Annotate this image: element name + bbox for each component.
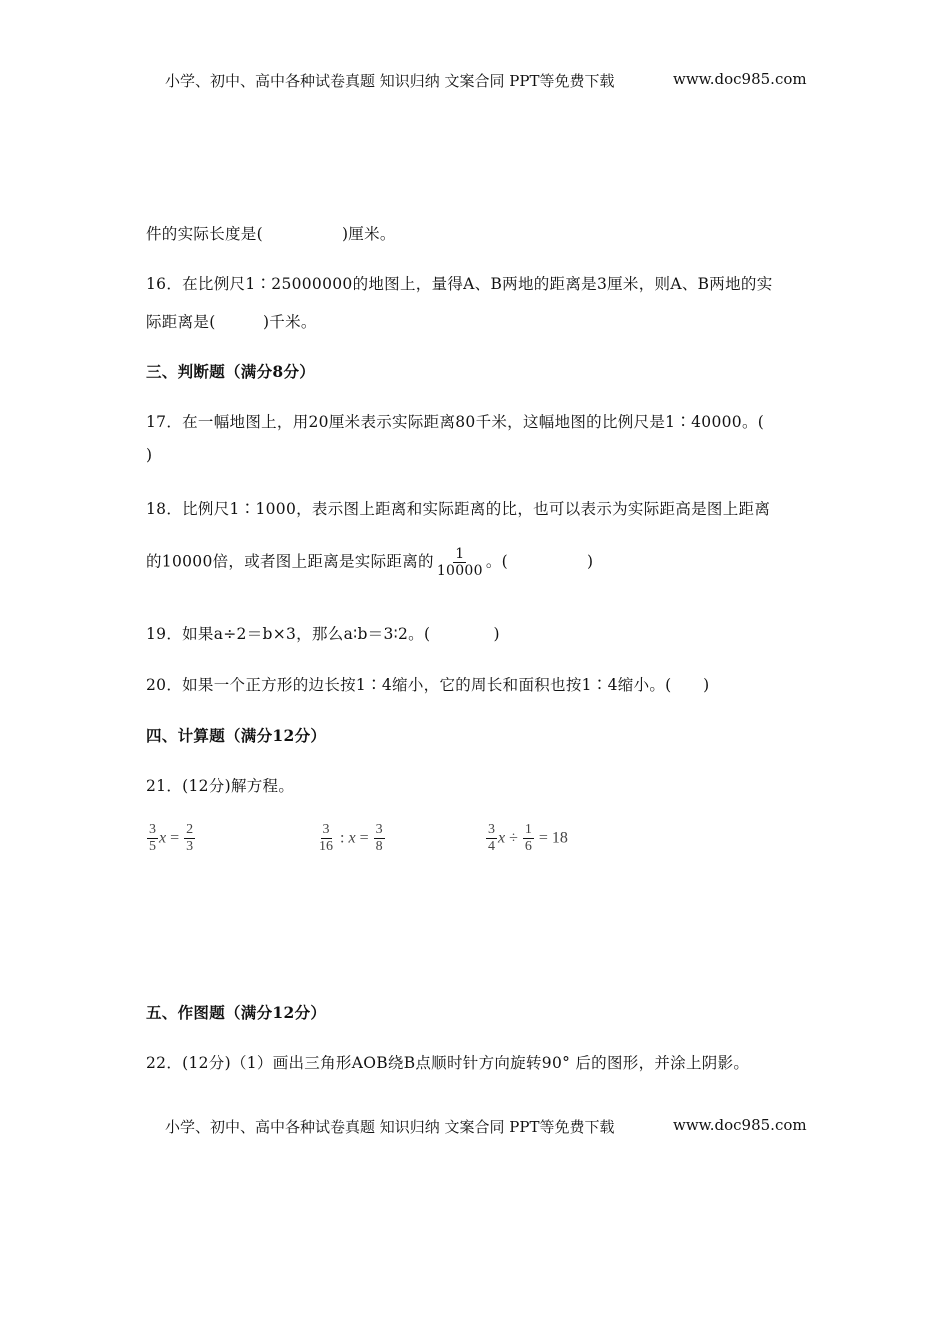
q21: 21．(12分)解方程。	[146, 777, 295, 795]
q18-line2	[146, 546, 593, 579]
eq3-frac1	[486, 822, 497, 855]
eq2-frac1	[317, 822, 335, 855]
footer-text: 小学、初中、高中各种试卷真题 知识归纳 文案合同 PPT等免费下载	[165, 1118, 615, 1136]
eq1-frac1	[147, 822, 158, 855]
eq3-frac2	[523, 822, 534, 855]
section-5-title: 五、作图题（满分12分）	[146, 1003, 327, 1022]
q15-continuation: 件的实际长度是( )厘米。	[146, 225, 396, 243]
q17-line2: )	[146, 446, 153, 464]
eq2-var: x	[348, 829, 356, 847]
equation-3	[485, 822, 568, 855]
q18-line1: 18．比例尺1∶1000，表示图上距离和实际距离的比，也可以表示为实际距高是图上距离	[146, 500, 771, 518]
page-footer	[165, 1116, 807, 1137]
header-text: 小学、初中、高中各种试卷真题 知识归纳 文案合同 PPT等免费下载	[165, 72, 615, 90]
eq1-op: =	[170, 829, 180, 847]
eq1-var: x	[159, 829, 167, 847]
eq2-frac2	[374, 822, 385, 855]
eq3-op1: ÷	[509, 829, 518, 847]
q18-fraction-numerator: 1	[455, 546, 465, 562]
eq2-op2: =	[359, 829, 369, 847]
eq3-frac2-den: 6	[524, 839, 532, 855]
q18-text-post: 。( )	[485, 552, 594, 571]
eq3-op2: =	[538, 829, 548, 847]
eq1-frac2-den: 3	[186, 839, 194, 855]
eq1-frac2	[184, 822, 195, 855]
eq2-frac1-num: 3	[321, 822, 332, 839]
q19: 19．如果a÷2＝b×3，那么a∶b＝3∶2。( )	[146, 625, 500, 643]
q20: 20．如果一个正方形的边长按1∶4缩小，它的周长和面积也按1∶4缩小。( )	[146, 676, 710, 694]
eq1-frac1-num: 3	[147, 822, 158, 839]
header-url: www.doc985.com	[673, 70, 807, 88]
section-4-title: 四、计算题（满分12分）	[146, 726, 327, 745]
eq3-frac1-den: 4	[488, 839, 495, 855]
q18-fraction	[435, 546, 485, 579]
q22: 22．(12分)（1）画出三角形AOB绕B点顺时针方向旋转90° 后的图形，并涂上阴影。	[146, 1054, 750, 1072]
equation-2	[316, 822, 386, 855]
q18-text-pre: 的10000倍，或者图上距离是实际距离的	[146, 552, 434, 571]
footer-url: www.doc985.com	[673, 1116, 807, 1134]
eq2-op1: :	[340, 829, 345, 847]
eq1-frac1-den: 5	[149, 839, 156, 855]
equation-1	[146, 822, 196, 855]
eq2-frac2-den: 8	[375, 839, 383, 855]
q17-line1: 17．在一幅地图上，用20厘米表示实际距离80千米，这幅地图的比例尺是1∶40000。(	[146, 413, 765, 431]
q16-line1: 16．在比例尺1∶25000000的地图上，量得A、B两地的距离是3厘米，则A、B两地的实	[146, 275, 773, 293]
q16-line2: 际距离是( )千米。	[146, 313, 317, 331]
eq3-frac2-num: 1	[523, 822, 534, 839]
eq3-frac1-num: 3	[486, 822, 497, 839]
page-header	[165, 70, 807, 91]
eq3-var: x	[498, 829, 506, 847]
section-3-title: 三、判断题（满分8分）	[146, 362, 316, 381]
eq3-rhs: 18	[551, 829, 568, 847]
q18-fraction-denominator: 10000	[436, 563, 483, 580]
eq2-frac1-den: 16	[319, 839, 333, 855]
eq1-frac2-num: 2	[184, 822, 195, 839]
eq2-frac2-num: 3	[374, 822, 385, 839]
